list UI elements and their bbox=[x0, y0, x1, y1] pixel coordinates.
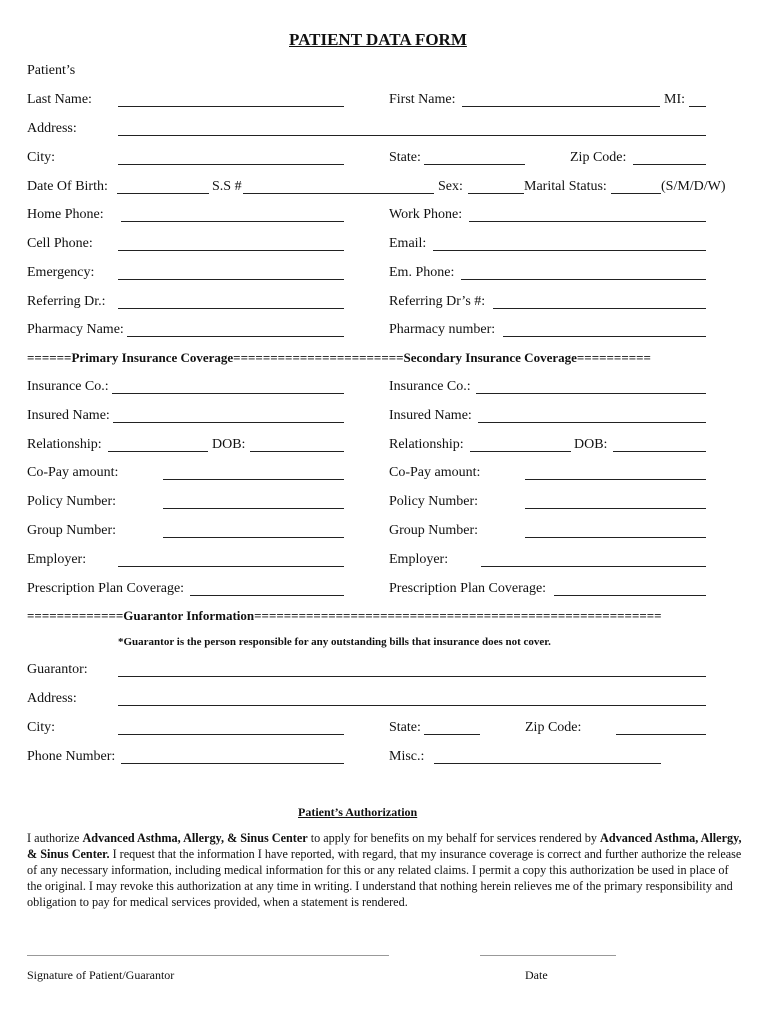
primary-dob-field[interactable] bbox=[250, 451, 344, 452]
guarantor-zip-label: Zip Code: bbox=[525, 720, 582, 735]
guarantor-phone-label: Phone Number: bbox=[27, 749, 116, 764]
primary-group-label: Group Number: bbox=[27, 523, 117, 538]
secondary-company-field[interactable] bbox=[476, 393, 706, 394]
last-name-field[interactable] bbox=[118, 106, 344, 107]
cell-phone-label: Cell Phone: bbox=[27, 236, 93, 251]
marital-field[interactable] bbox=[611, 193, 661, 194]
primary-relationship-label: Relationship: bbox=[27, 437, 102, 452]
secondary-group-field[interactable] bbox=[525, 537, 706, 538]
primary-relationship-field[interactable] bbox=[108, 451, 208, 452]
mi-field[interactable] bbox=[689, 106, 706, 107]
secondary-rx-plan-label: Prescription Plan Coverage: bbox=[389, 581, 547, 596]
primary-insured-label: Insured Name: bbox=[27, 408, 110, 423]
referring-num-label: Referring Dr’s #: bbox=[389, 294, 486, 309]
zip-field[interactable] bbox=[633, 164, 706, 165]
ss-field[interactable] bbox=[243, 193, 434, 194]
primary-group-field[interactable] bbox=[163, 537, 344, 538]
referring-label: Referring Dr.: bbox=[27, 294, 106, 309]
guarantor-address-label: Address: bbox=[27, 691, 77, 706]
secondary-group-label: Group Number: bbox=[389, 523, 479, 538]
last-name-label: Last Name: bbox=[27, 92, 92, 107]
guarantor-zip-field[interactable] bbox=[616, 734, 706, 735]
authorization-text: I authorize Advanced Asthma, Allergy, & Sinus Center to apply for benefits on my behalf for services rendered by Advanced Asthma, Allergy, & Sinus Center. I request that the information I have reported, with regard, that my insurance coverage is correct and further authorize the release of any necessary information, including medical information for this or any related claims. I permit a copy this authorization be used in place of the original. I may revoke this authorization at any time in writing. I understand that nothing herein relieves me of the primary responsibility and obligation to pay for medical services provided, when a statement is rendered. bbox=[27, 831, 742, 909]
guarantor-address-field[interactable] bbox=[118, 705, 706, 706]
em-phone-label: Em. Phone: bbox=[389, 265, 455, 280]
signature-field[interactable] bbox=[27, 955, 389, 956]
city-label: City: bbox=[27, 150, 56, 165]
secondary-company-label: Insurance Co.: bbox=[389, 379, 471, 394]
sex-field[interactable] bbox=[468, 193, 524, 194]
patient-heading: Patient’s bbox=[27, 63, 76, 78]
secondary-relationship-label: Relationship: bbox=[389, 437, 464, 452]
guarantor-state-label: State: bbox=[389, 720, 421, 735]
email-field[interactable] bbox=[433, 250, 706, 251]
dob-label: Date Of Birth: bbox=[27, 179, 108, 194]
primary-insured-field[interactable] bbox=[113, 422, 344, 423]
primary-dob-label: DOB: bbox=[212, 437, 246, 452]
primary-rx-plan-label: Prescription Plan Coverage: bbox=[27, 581, 185, 596]
secondary-copay-field[interactable] bbox=[525, 479, 706, 480]
guarantor-misc-field[interactable] bbox=[434, 763, 661, 764]
secondary-dob-label: DOB: bbox=[574, 437, 608, 452]
primary-employer-label: Employer: bbox=[27, 552, 87, 567]
secondary-employer-field[interactable] bbox=[481, 566, 706, 567]
secondary-copay-label: Co-Pay amount: bbox=[389, 465, 481, 480]
cell-phone-field[interactable] bbox=[118, 250, 344, 251]
insurance-divider: ======Primary Insurance Coverage=======================Secondary Insurance Coverage========== bbox=[27, 350, 651, 365]
guarantor-divider: =============Guarantor Information======================================================= bbox=[27, 608, 662, 623]
primary-employer-field[interactable] bbox=[118, 566, 344, 567]
guarantor-city-label: City: bbox=[27, 720, 56, 735]
emergency-label: Emergency: bbox=[27, 265, 95, 280]
secondary-rx-plan-field[interactable] bbox=[554, 595, 706, 596]
primary-policy-field[interactable] bbox=[163, 508, 344, 509]
pharmacy-name-label: Pharmacy Name: bbox=[27, 322, 124, 337]
referring-field[interactable] bbox=[118, 308, 344, 309]
pharmacy-name-field[interactable] bbox=[127, 336, 344, 337]
em-phone-field[interactable] bbox=[461, 279, 706, 280]
secondary-relationship-field[interactable] bbox=[470, 451, 571, 452]
guarantor-label: Guarantor: bbox=[27, 662, 88, 677]
dob-field[interactable] bbox=[117, 193, 209, 194]
work-phone-field[interactable] bbox=[469, 221, 706, 222]
city-field[interactable] bbox=[118, 164, 344, 165]
primary-company-label: Insurance Co.: bbox=[27, 379, 109, 394]
first-name-field[interactable] bbox=[462, 106, 660, 107]
zip-label: Zip Code: bbox=[570, 150, 627, 165]
guarantor-field[interactable] bbox=[118, 676, 706, 677]
guarantor-misc-label: Misc.: bbox=[389, 749, 425, 764]
secondary-insured-field[interactable] bbox=[478, 422, 706, 423]
signature-label: Signature of Patient/Guarantor bbox=[27, 968, 175, 982]
date-label: Date bbox=[525, 968, 548, 982]
secondary-policy-field[interactable] bbox=[525, 508, 706, 509]
emergency-field[interactable] bbox=[118, 279, 344, 280]
guarantor-note: *Guarantor is the person responsible for any outstanding bills that insurance does not cover. bbox=[118, 636, 551, 648]
work-phone-label: Work Phone: bbox=[389, 207, 463, 222]
guarantor-phone-field[interactable] bbox=[121, 763, 344, 764]
primary-copay-label: Co-Pay amount: bbox=[27, 465, 119, 480]
primary-company-field[interactable] bbox=[112, 393, 344, 394]
secondary-policy-label: Policy Number: bbox=[389, 494, 479, 509]
guarantor-city-field[interactable] bbox=[118, 734, 344, 735]
ss-label: S.S # bbox=[212, 179, 242, 194]
address-label: Address: bbox=[27, 121, 77, 136]
marital-options: (S/M/D/W) bbox=[661, 179, 726, 194]
referring-num-field[interactable] bbox=[493, 308, 706, 309]
address-field[interactable] bbox=[118, 135, 706, 136]
pharmacy-number-label: Pharmacy number: bbox=[389, 322, 496, 337]
secondary-employer-label: Employer: bbox=[389, 552, 449, 567]
home-phone-label: Home Phone: bbox=[27, 207, 104, 222]
primary-policy-label: Policy Number: bbox=[27, 494, 117, 509]
first-name-label: First Name: bbox=[389, 92, 456, 107]
marital-label: Marital Status: bbox=[524, 179, 607, 194]
pharmacy-number-field[interactable] bbox=[503, 336, 706, 337]
date-field[interactable] bbox=[480, 955, 616, 956]
state-label: State: bbox=[389, 150, 421, 165]
sex-label: Sex: bbox=[438, 179, 463, 194]
email-label: Email: bbox=[389, 236, 427, 251]
primary-copay-field[interactable] bbox=[163, 479, 344, 480]
authorization-title: Patient’s Authorization bbox=[298, 805, 418, 819]
secondary-insured-label: Insured Name: bbox=[389, 408, 472, 423]
guarantor-state-field[interactable] bbox=[424, 734, 480, 735]
home-phone-field[interactable] bbox=[121, 221, 344, 222]
mi-label: MI: bbox=[664, 92, 685, 107]
primary-rx-plan-field[interactable] bbox=[190, 595, 344, 596]
state-field[interactable] bbox=[424, 164, 525, 165]
form-title: PATIENT DATA FORM bbox=[289, 30, 467, 49]
secondary-dob-field[interactable] bbox=[613, 451, 706, 452]
